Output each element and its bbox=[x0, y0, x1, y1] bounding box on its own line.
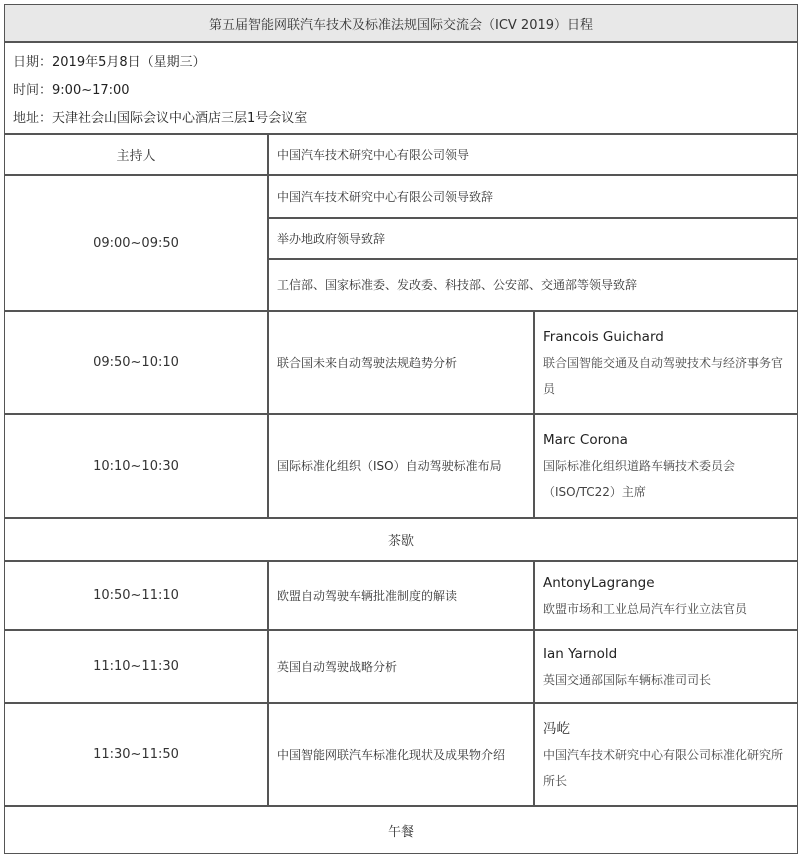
opening-item-2 bbox=[268, 218, 798, 259]
speaker-name: Ian Yarnold bbox=[543, 645, 618, 662]
speaker-role: 英国交通部国际车辆标准司司长 bbox=[543, 672, 712, 687]
speaker-name: Francois Guichard bbox=[543, 328, 664, 345]
tea-break-label: 茶歇 bbox=[387, 534, 414, 549]
session-time-cell bbox=[4, 561, 268, 630]
host-value-cell bbox=[268, 134, 798, 175]
date-label: 日期： bbox=[13, 55, 53, 70]
speaker-name: Marc Corona bbox=[543, 432, 628, 448]
opening-item-1 bbox=[268, 175, 798, 218]
venue-value: 天津社会山国际会议中心酒店三层1号会议室 bbox=[52, 111, 308, 126]
session-topic: 国际标准化组织（ISO）自动驾驶标准布局 bbox=[277, 459, 502, 473]
schedule-title bbox=[4, 4, 798, 42]
session-time: 09:50~10:10 bbox=[93, 355, 179, 370]
session-time-cell bbox=[4, 703, 268, 806]
host-value: 中国汽车技术研究中心有限公司领导 bbox=[277, 147, 470, 162]
opening-time-cell bbox=[4, 175, 268, 311]
session-topic-cell bbox=[268, 561, 534, 630]
session-topic: 中国智能网联汽车标准化现状及成果物介绍 bbox=[277, 747, 506, 762]
session-topic: 联合国未来自动驾驶法规趋势分析 bbox=[277, 355, 458, 370]
session-topic-cell bbox=[268, 703, 534, 806]
session-topic-cell bbox=[268, 630, 534, 703]
session-time: 11:30~11:50 bbox=[93, 747, 179, 762]
session-time: 10:50~11:10 bbox=[93, 588, 179, 603]
date-row bbox=[13, 49, 789, 77]
session-speaker-cell bbox=[534, 311, 798, 414]
venue-label: 地址： bbox=[13, 111, 53, 126]
speaker-role: 联合国智能交通及自动驾驶技术与经济事务官员 bbox=[543, 355, 784, 396]
schedule-title-text: 第五届智能网联汽车技术及标准法规国际交流会（ICV 2019）日程 bbox=[208, 17, 594, 33]
session-speaker-cell bbox=[534, 630, 798, 703]
session-time: 10:10~10:30 bbox=[93, 458, 179, 474]
opening-item-text: 工信部、国家标准委、发改委、科技部、公安部、交通部等领导致辞 bbox=[277, 278, 638, 292]
venue-row bbox=[13, 105, 789, 133]
event-info bbox=[4, 42, 798, 134]
speaker-role: 中国汽车技术研究中心有限公司标准化研究所所长 bbox=[543, 747, 784, 788]
session-speaker-cell bbox=[534, 414, 798, 518]
session-topic-cell bbox=[268, 311, 534, 414]
session-topic: 英国自动驾驶战略分析 bbox=[277, 659, 398, 674]
session-topic: 欧盟自动驾驶车辆批准制度的解读 bbox=[277, 588, 458, 603]
opening-time: 09:00~09:50 bbox=[93, 235, 179, 251]
lunch-label: 午餐 bbox=[387, 825, 414, 840]
schedule-table bbox=[4, 4, 798, 854]
session-time-cell bbox=[4, 630, 268, 703]
speaker-name: AntonyLagrange bbox=[543, 574, 655, 591]
opening-item-3 bbox=[268, 259, 798, 311]
lunch-row bbox=[4, 806, 798, 854]
speaker-name: 冯屹 bbox=[543, 720, 570, 737]
tea-break-row bbox=[4, 518, 798, 561]
time-value: 9:00~17:00 bbox=[52, 83, 130, 98]
session-topic-cell bbox=[268, 414, 534, 518]
host-label-cell bbox=[4, 134, 268, 175]
opening-item-text: 中国汽车技术研究中心有限公司领导致辞 bbox=[277, 189, 494, 204]
session-time-cell bbox=[4, 414, 268, 518]
time-label: 时间： bbox=[13, 83, 53, 98]
speaker-role: 国际标准化组织道路车辆技术委员会（ISO/TC22）主席 bbox=[543, 459, 736, 499]
host-label: 主持人 bbox=[116, 149, 156, 164]
session-time: 11:10~11:30 bbox=[93, 659, 179, 674]
session-speaker-cell bbox=[534, 561, 798, 630]
session-time-cell bbox=[4, 311, 268, 414]
opening-item-text: 举办地政府领导致辞 bbox=[277, 231, 386, 246]
speaker-role: 欧盟市场和工业总局汽车行业立法官员 bbox=[543, 601, 748, 616]
session-speaker-cell bbox=[534, 703, 798, 806]
time-row bbox=[13, 77, 789, 105]
date-value: 2019年5月8日（星期三） bbox=[52, 55, 206, 70]
